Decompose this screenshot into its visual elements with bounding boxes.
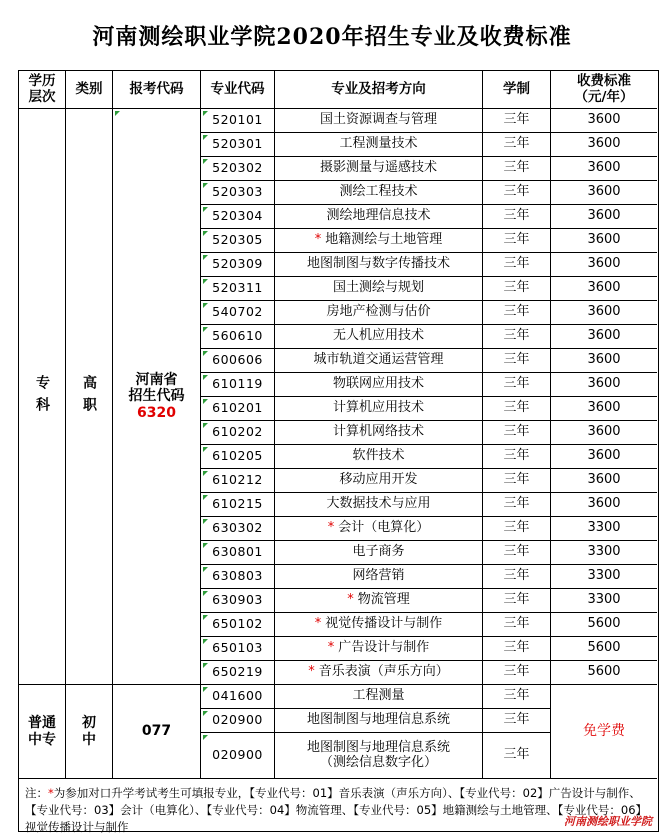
major-name	[275, 517, 483, 541]
major-name	[275, 565, 483, 589]
duration-text: 三年	[503, 112, 530, 128]
duration	[483, 325, 551, 349]
major-name	[275, 397, 483, 421]
major-code-text: 610201	[212, 400, 263, 416]
major-name-text: 广告设计与制作	[338, 640, 430, 656]
major-name-text: 物流管理	[357, 592, 410, 608]
cell-marker	[203, 303, 208, 308]
cell-marker	[203, 399, 208, 404]
major-name-text: 国土测绘与规划	[332, 280, 424, 296]
cell-marker	[203, 687, 208, 692]
duration-text: 三年	[503, 400, 530, 416]
major-name	[275, 109, 483, 133]
fee	[551, 397, 657, 421]
duration-text: 三年	[503, 496, 530, 512]
duration	[483, 661, 551, 685]
fee	[551, 613, 657, 637]
header-duration: 学制	[483, 71, 551, 109]
duration	[483, 517, 551, 541]
fee-text: 5600	[587, 640, 621, 656]
duration-text: 三年	[503, 208, 530, 224]
duration-text: 三年	[503, 304, 530, 320]
category-chuzhong-line1: 初	[82, 715, 96, 732]
major-name	[275, 541, 483, 565]
major-code-text: 540702	[212, 304, 263, 320]
major-name-text: 移动应用开发	[339, 472, 418, 488]
major-name-text: 城市轨道交通运营管理	[313, 352, 444, 368]
fee	[551, 157, 657, 181]
duration	[483, 253, 551, 277]
cell-marker	[203, 231, 208, 236]
major-name	[275, 325, 483, 349]
level-zhongzhuan-line2: 中专	[28, 731, 56, 748]
major-name-text: 大数据技术与应用	[326, 496, 431, 512]
fee-text: 3600	[587, 328, 621, 344]
major-code	[201, 373, 275, 397]
level-zhongzhuan-line1: 普通	[28, 715, 56, 732]
major-code-text: 520305	[212, 232, 263, 248]
major-code-text: 630903	[212, 592, 263, 608]
cell-marker	[203, 519, 208, 524]
fee	[551, 469, 657, 493]
required-star-marker: *	[314, 232, 322, 248]
duration	[483, 109, 551, 133]
duration-text: 三年	[503, 328, 530, 344]
duration	[483, 229, 551, 253]
fee	[551, 589, 657, 613]
fee	[551, 205, 657, 229]
major-name-text: 国土资源调查与管理	[319, 112, 437, 128]
fee-text: 3600	[587, 184, 621, 200]
footnote-text: 为参加对口升学考试考生可填报专业，【专业代号：01】音乐表演（声乐方向）、【专业代号：02】广告设计与制作、【专业代号：03】会计（电算化）、【专业代号：04】物流管理、【专业代号：05】地籍测绘与土地管理、【专业代号：06】视觉传播设计与制作	[25, 786, 648, 834]
major-name-text: 地籍测绘与土地管理	[325, 232, 443, 248]
major-code-text: 650103	[212, 640, 263, 656]
fee-text: 3600	[587, 280, 621, 296]
cell-marker	[203, 135, 208, 140]
level-zhongzhuan	[19, 685, 66, 779]
duration-text: 三年	[503, 280, 530, 296]
duration-text: 三年	[503, 544, 530, 560]
major-code	[201, 349, 275, 373]
fee-text: 3600	[587, 496, 621, 512]
major-code	[201, 133, 275, 157]
zz-major-line2: （测绘信息数字化）	[319, 754, 437, 770]
major-name	[275, 181, 483, 205]
header-fee-line2: （元/年）	[574, 88, 634, 105]
major-name	[275, 253, 483, 277]
category-chuzhong	[66, 685, 113, 779]
major-code	[201, 325, 275, 349]
fee-text: 3600	[587, 352, 621, 368]
duration	[483, 349, 551, 373]
fee-text: 3300	[587, 520, 621, 536]
duration	[483, 277, 551, 301]
fee	[551, 493, 657, 517]
duration	[483, 133, 551, 157]
duration	[483, 469, 551, 493]
cell-marker	[203, 639, 208, 644]
required-star-marker: *	[327, 640, 335, 656]
duration-text: 三年	[503, 520, 530, 536]
duration	[483, 493, 551, 517]
major-code	[201, 277, 275, 301]
cell-marker	[203, 423, 208, 428]
fee	[551, 445, 657, 469]
major-name-text: 网络营销	[352, 568, 405, 584]
fee-text: 3600	[587, 112, 621, 128]
major-name	[275, 445, 483, 469]
duration-text: 三年	[503, 376, 530, 392]
major-name-text: 地图制图与数字传播技术	[306, 256, 450, 272]
duration-text: 三年	[503, 424, 530, 440]
fee-text: 3300	[587, 544, 621, 560]
major-code	[201, 205, 275, 229]
major-code	[201, 493, 275, 517]
major-code-text: 520309	[212, 256, 263, 272]
duration-text: 三年	[503, 448, 530, 464]
admission-table	[18, 70, 659, 832]
required-star-marker: *	[327, 520, 335, 536]
footnote	[19, 779, 657, 834]
required-star-marker: *	[308, 664, 315, 680]
fee-text: 3600	[587, 208, 621, 224]
duration	[483, 373, 551, 397]
major-code	[201, 421, 275, 445]
major-name-text: 工程测量技术	[339, 136, 418, 152]
page-title: 河南测绘职业学院2020年招生专业及收费标准	[92, 23, 572, 50]
major-name	[275, 637, 483, 661]
major-name	[275, 301, 483, 325]
zz-duration: 三年	[483, 709, 551, 733]
major-name-text: 测绘地理信息技术	[326, 208, 431, 224]
cell-marker	[203, 183, 208, 188]
major-code-text: 560610	[212, 328, 263, 344]
major-name-text: 计算机网络技术	[332, 424, 424, 440]
major-code	[201, 589, 275, 613]
fee	[551, 349, 657, 373]
cell-marker	[203, 279, 208, 284]
major-name-text: 房地产检测与估价	[326, 304, 431, 320]
exam-code-zhongzhuan: 077	[113, 685, 201, 779]
cell-marker	[203, 495, 208, 500]
duration	[483, 301, 551, 325]
major-name	[275, 421, 483, 445]
cell-marker	[115, 111, 120, 116]
zz-code: 020900	[201, 709, 275, 733]
zz-major-line1: 地图制图与地理信息系统	[306, 739, 450, 755]
header-fee-line1: 收费标准	[577, 72, 631, 89]
major-code-text: 610212	[212, 472, 263, 488]
watermark-logo: 河南测绘职业学院	[564, 815, 652, 828]
duration	[483, 445, 551, 469]
major-name	[275, 277, 483, 301]
footnote-star: *	[48, 786, 54, 800]
cell-marker	[203, 543, 208, 548]
major-code-text: 520304	[212, 208, 263, 224]
header-level-line1: 学历	[28, 72, 56, 89]
fee	[551, 517, 657, 541]
cell-marker	[203, 471, 208, 476]
major-code	[201, 637, 275, 661]
major-code	[201, 157, 275, 181]
major-name-text: 物联网应用技术	[332, 376, 424, 392]
major-code	[201, 301, 275, 325]
major-name-text: 测绘工程技术	[339, 184, 418, 200]
zz-duration: 三年	[483, 733, 551, 779]
duration-text: 三年	[503, 616, 530, 632]
major-name	[275, 373, 483, 397]
major-name-text: 电子商务	[352, 544, 405, 560]
major-code	[201, 517, 275, 541]
major-code-text: 520302	[212, 160, 263, 176]
major-code-text: 520101	[212, 112, 263, 128]
duration-text: 三年	[503, 352, 530, 368]
major-name-text: 摄影测量与遥感技术	[319, 160, 437, 176]
major-code	[201, 109, 275, 133]
duration	[483, 565, 551, 589]
major-name	[275, 661, 483, 685]
major-code-text: 650219	[212, 664, 263, 680]
duration-text: 三年	[503, 664, 530, 680]
fee	[551, 253, 657, 277]
major-code-text: 520311	[212, 280, 263, 296]
major-code-text: 610205	[212, 448, 263, 464]
cell-marker	[203, 351, 208, 356]
fee-text: 3300	[587, 568, 621, 584]
major-name-text: 计算机应用技术	[332, 400, 424, 416]
required-star-marker: *	[347, 592, 354, 608]
header-level-line2: 层次	[28, 88, 56, 105]
duration	[483, 205, 551, 229]
zz-major: 工程测量	[275, 685, 483, 709]
fee-text: 3300	[587, 592, 621, 608]
zz-duration: 三年	[483, 685, 551, 709]
cell-marker	[203, 207, 208, 212]
duration-text: 三年	[503, 472, 530, 488]
cell-marker	[203, 159, 208, 164]
fee-text: 3600	[587, 136, 621, 152]
required-star-marker: *	[314, 616, 322, 632]
cell-marker	[203, 711, 208, 716]
duration	[483, 613, 551, 637]
fee	[551, 637, 657, 661]
major-name	[275, 205, 483, 229]
level-zhuanke-text: 专科	[34, 374, 51, 419]
category-chuzhong-line2: 中	[82, 731, 96, 748]
fee	[551, 133, 657, 157]
fee-text: 3600	[587, 232, 621, 248]
fee-text: 3600	[587, 160, 621, 176]
zz-major	[275, 733, 483, 779]
major-code-text: 630302	[212, 520, 263, 536]
duration	[483, 157, 551, 181]
major-name-text: 无人机应用技术	[332, 328, 424, 344]
duration	[483, 397, 551, 421]
fee-text: 5600	[587, 664, 621, 680]
major-code-text: 520301	[212, 136, 263, 152]
duration-text: 三年	[503, 592, 530, 608]
fee-text: 3600	[587, 304, 621, 320]
cell-marker	[203, 255, 208, 260]
major-name-text: 软件技术	[352, 448, 405, 464]
major-code-text: 600606	[212, 352, 263, 368]
duration	[483, 541, 551, 565]
duration-text: 三年	[503, 640, 530, 656]
major-code	[201, 661, 275, 685]
major-name	[275, 349, 483, 373]
fee-free: 免学费	[551, 685, 657, 779]
exam-code-zhuanke	[113, 109, 201, 685]
duration-text: 三年	[503, 568, 530, 584]
fee-text: 5600	[587, 616, 621, 632]
major-name-text: 音乐表演（声乐方向）	[318, 664, 449, 680]
header-category: 类别	[66, 71, 113, 109]
zz-code: 041600	[201, 685, 275, 709]
fee-text: 3600	[587, 448, 621, 464]
major-code	[201, 181, 275, 205]
exam-code-value: 6320	[137, 404, 176, 421]
header-fee	[551, 71, 657, 109]
major-code-text: 650102	[212, 616, 263, 632]
header-major: 专业及招考方向	[275, 71, 483, 109]
fee	[551, 229, 657, 253]
major-code	[201, 565, 275, 589]
cell-marker	[203, 591, 208, 596]
fee-text: 3600	[587, 424, 621, 440]
fee-text: 3600	[587, 400, 621, 416]
cell-marker	[203, 375, 208, 380]
fee	[551, 565, 657, 589]
duration-text: 三年	[503, 136, 530, 152]
cell-marker	[203, 111, 208, 116]
cell-marker	[203, 447, 208, 452]
major-code	[201, 541, 275, 565]
cell-marker	[203, 567, 208, 572]
fee	[551, 661, 657, 685]
major-name	[275, 613, 483, 637]
header-level	[19, 71, 66, 109]
fee-text: 3600	[587, 256, 621, 272]
major-code-text: 610202	[212, 424, 263, 440]
major-name-text: 会计（电算化）	[338, 520, 430, 536]
major-code	[201, 613, 275, 637]
fee-text: 3600	[587, 376, 621, 392]
major-code	[201, 469, 275, 493]
major-code	[201, 229, 275, 253]
major-code	[201, 397, 275, 421]
zz-major: 地图制图与地理信息系统	[275, 709, 483, 733]
header-exam-code: 报考代码	[113, 71, 201, 109]
major-name-text: 视觉传播设计与制作	[325, 616, 443, 632]
fee	[551, 301, 657, 325]
fee	[551, 325, 657, 349]
fee	[551, 421, 657, 445]
fee	[551, 541, 657, 565]
duration	[483, 637, 551, 661]
header-major-code: 专业代码	[201, 71, 275, 109]
fee	[551, 109, 657, 133]
major-name	[275, 133, 483, 157]
major-code	[201, 445, 275, 469]
major-code-text: 520303	[212, 184, 263, 200]
duration-text: 三年	[503, 184, 530, 200]
footnote-prefix: 注：	[25, 786, 48, 800]
major-code-text: 610215	[212, 496, 263, 512]
category-gaozhi-text: 高职	[81, 374, 98, 419]
major-name	[275, 589, 483, 613]
exam-code-line1: 河南省	[135, 372, 178, 389]
exam-code-line2: 招生代码	[128, 388, 185, 405]
cell-marker	[203, 735, 208, 740]
duration	[483, 181, 551, 205]
major-name	[275, 493, 483, 517]
duration-text: 三年	[503, 160, 530, 176]
duration-text: 三年	[503, 256, 530, 272]
major-code	[201, 253, 275, 277]
cell-marker	[203, 615, 208, 620]
major-code-text: 630803	[212, 568, 263, 584]
fee	[551, 373, 657, 397]
duration	[483, 589, 551, 613]
level-zhuanke	[19, 109, 66, 685]
fee	[551, 277, 657, 301]
major-code-text: 610119	[212, 376, 263, 392]
zz-code: 020900	[201, 733, 275, 779]
cell-marker	[203, 327, 208, 332]
major-code-text: 630801	[212, 544, 263, 560]
duration-text: 三年	[503, 232, 530, 248]
major-name	[275, 469, 483, 493]
major-name	[275, 229, 483, 253]
cell-marker	[203, 663, 208, 668]
fee	[551, 181, 657, 205]
fee-text: 3600	[587, 472, 621, 488]
duration	[483, 421, 551, 445]
category-gaozhi	[66, 109, 113, 685]
major-name	[275, 157, 483, 181]
